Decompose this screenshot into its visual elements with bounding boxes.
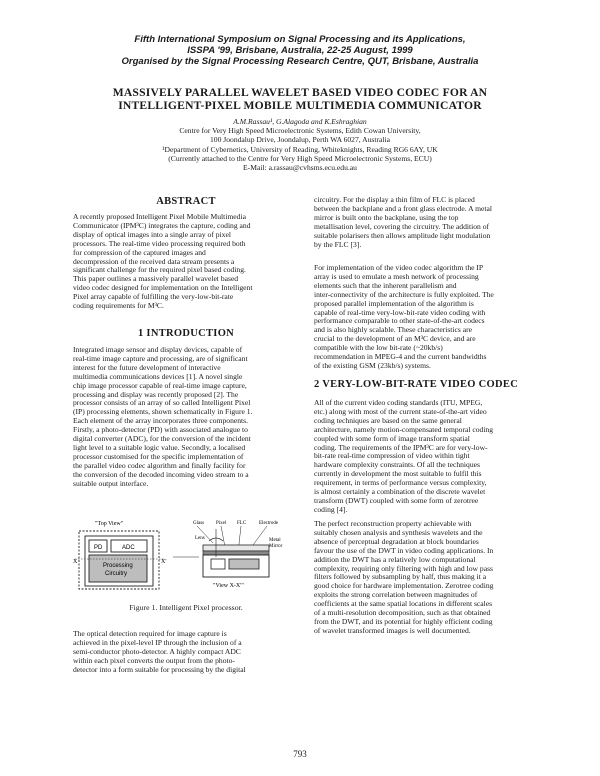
page-number: 793 <box>293 749 307 759</box>
text-line: transform (DWT) coupled with some form of zerotree <box>314 495 479 505</box>
conference-line-1: Fifth International Symposium on Signal Processing and its Applications, <box>134 34 466 45</box>
x-prime-marker: X' <box>161 559 167 565</box>
text-line: real-time image capture and processing, are of significant <box>73 353 248 363</box>
author-names: A.M.Rassau¹, G.Alagoda and K.Eshraghian <box>233 117 367 126</box>
text-line: suitably chosen analysis and synthesis wavelets and the <box>314 527 483 537</box>
text-line: of wavelet transformed images is well documented. <box>314 625 471 635</box>
pd-label: PD <box>94 545 103 551</box>
text-line: absence of perceptual degradation at block boundaries <box>314 536 479 546</box>
affiliation-1-line-2: 100 Joondalup Drive, Joondalup, Perth WA 6027, Australia <box>210 135 390 144</box>
mirror-label: Mirror <box>269 544 283 549</box>
text-line: processors. The real-time video processing required both <box>73 238 246 248</box>
text-line: for compression of the captured images and <box>73 247 206 257</box>
text-line: processor consists of an array of so called Intelligent Pixel <box>73 398 251 408</box>
text-line: proposed parallel implementation of the algorithm is <box>314 298 474 308</box>
paper-title-line-1: MASSIVELY PARALLEL WAVELET BASED VIDEO CODEC FOR AN <box>112 86 488 99</box>
text-line: Firstly, a photo-detector (PD) with associated analogue to <box>73 425 248 435</box>
text-line: decompression of the received data stream presents a <box>73 256 235 266</box>
pixel-label: Pixel <box>216 521 227 526</box>
text-line: and is also highly scalable. These characteristics are <box>314 325 473 335</box>
text-line: interest for the future development of interactive <box>73 362 221 372</box>
top-view-label: "Top View" <box>95 521 124 527</box>
text-line: coding techniques are based on the same general <box>314 415 462 425</box>
text-line: is almost certainly a combination of the discrete wavelet <box>314 487 486 497</box>
text-line: detector into a form suitable for processing by the digital <box>73 664 246 674</box>
text-line: the parallel video codec algorithm and finally facility for <box>73 460 246 470</box>
text-line: bit-rate real-time compression of video within tight <box>314 451 470 461</box>
text-line: crucial to the development of an M³C device, and are <box>314 334 476 344</box>
text-line: recommendation in MPEG-4 and the current bandwidths <box>314 352 487 362</box>
abstract-heading: ABSTRACT <box>156 196 216 207</box>
dwt-paragraph <box>314 520 534 636</box>
text-line: filters followed by subsampling by half, thus making it a <box>314 572 487 582</box>
text-line: inter-connectivity of the architecture is fully exploited. The <box>314 289 494 299</box>
text-line: addition the DWT has a relatively low computational <box>314 554 476 564</box>
text-line: Integrated image sensor and display devices, capable of <box>73 345 243 354</box>
electrode-label: Electrode <box>259 521 279 526</box>
glass-label: Glass <box>193 521 205 526</box>
text-line: light level to a suitable logic value. Secondly, a localised <box>73 442 246 452</box>
text-line: by the FLC [3]. <box>314 239 362 249</box>
text-line: (IP) processing elements, shown schematically in Figure 1. <box>73 407 253 417</box>
text-line: capable of real-time very-low-bit-rate video coding with <box>314 307 486 317</box>
text-line: video codec designed for implementation on the Intelligent <box>73 283 253 293</box>
text-line: processor customised for the specific implementation of <box>73 451 244 461</box>
text-line: coding. The requirements of the IPM³C are for very-low- <box>314 442 488 452</box>
paper-title-line-2: INTELLIGENT-PIXEL MOBILE MULTIMEDIA COMMUNICATOR <box>118 99 482 112</box>
text-line: Pixel array capable of fulfilling the very-low-bit-rate <box>73 292 234 302</box>
text-line: Communicator (IPM³C) integrates the capture, coding and <box>73 220 251 230</box>
author-email: E-Mail: a.rassau@cvhsms.ecu.edu.au <box>243 163 357 172</box>
text-line: exploits the strong correlation between magnitudes of <box>314 590 478 600</box>
text-line: currently in development the most suitable to fulfil this <box>314 469 482 479</box>
text-line: processing and display was recently proposed [2]. The <box>73 389 239 399</box>
text-line: For implementation of the video codec algorithm the IP <box>314 263 484 272</box>
affiliation-2-line-1: ¹Department of Cybernetics, University of Reading, Whiteknights, Reading RG6 6AY, UK <box>162 145 438 154</box>
text-line: hardware complexity constraints. Of all the techniques <box>314 460 480 470</box>
display-paragraph <box>314 196 534 249</box>
x-marker: X <box>73 559 78 565</box>
section-2-heading: 2 VERY-LOW-BIT-RATE VIDEO CODEC <box>314 379 519 390</box>
introduction-body-continued <box>73 630 299 675</box>
text-line: multimedia communications devices [1]. A novel single <box>73 371 243 381</box>
figure-1-diagram <box>73 517 299 601</box>
text-line: mirror is built onto the backplane, using the top <box>314 212 459 222</box>
text-line: within each pixel converts the output from the photo- <box>73 655 235 665</box>
text-line: compatible with the low bit-rate (~20kb/s) <box>314 343 443 353</box>
text-line: chip image processor capable of real-time image capture, <box>73 380 247 390</box>
text-line: This paper outlines a massively parallel wavelet based <box>73 274 239 284</box>
text-line: The perfect reconstruction property achievable with <box>314 519 472 528</box>
text-line: the conversion of the decoded incoming video stream to a <box>73 469 249 479</box>
text-line: circuitry. For the display a thin film of FLC is placed <box>314 195 475 204</box>
text-line: architecture, namely motion-compensated temporal coding <box>314 424 494 434</box>
text-line: array is used to emulate a mesh network of processing <box>314 271 479 281</box>
text-line: suitable output interface. <box>73 478 149 488</box>
text-line: coding [4]. <box>314 504 348 514</box>
implementation-paragraph <box>314 264 534 371</box>
circuitry-label: Circuitry <box>105 571 127 577</box>
text-line: coding requirements for M³C. <box>73 301 164 311</box>
conference-line-2: ISSPA '99, Brisbane, Australia, 22-25 August, 1999 <box>187 45 413 56</box>
adc-label: ADC <box>122 545 135 551</box>
text-line: performance comparable to other state-of-the-art codecs <box>314 316 485 326</box>
text-line: A recently proposed Intelligent Pixel Mobile Multimedia <box>73 212 246 221</box>
text-line: from the DWT, and its potential for highly efficient coding <box>314 616 493 626</box>
text-line: requirement, in terms of performance versus complexity, <box>314 478 487 488</box>
text-line: display of optical images into a single array of pixel <box>73 229 231 239</box>
text-line: The optical detection required for image capture is <box>73 629 227 638</box>
affiliation-2-line-2: (Currently attached to the Centre for Very High Speed Microelectronic Systems, ECU) <box>168 154 432 163</box>
text-line: Each element of the array incorporates three components. <box>73 416 249 426</box>
text-line: good choice for hardware implementation. Zerotree coding <box>314 581 494 591</box>
text-line: digital converter (ADC), for the conversion of the incident <box>73 434 251 444</box>
text-line: All of the current video coding standards (ITU, MPEG, <box>314 398 483 407</box>
flc-label: FLC <box>237 521 247 526</box>
text-line: coupled with some form of image transform spatial <box>314 433 470 443</box>
text-line: suitable polarisers then allows amplitude light modulation <box>314 230 491 240</box>
processing-label: Processing <box>103 563 133 569</box>
text-line: of a multi-resolution decomposition, such as that obtained <box>314 608 491 618</box>
lens-label: Lens <box>195 536 205 541</box>
text-line: favour the use of the DWT in video coding applications. In <box>314 545 494 555</box>
text-line: achieved in the pixel-level IP through the inclusion of a <box>73 637 242 647</box>
text-line: between the backplane and a front glass electrode. A metal <box>314 203 492 213</box>
text-line: significant challenge for the required pixel based coding. <box>73 265 246 275</box>
text-line: semi-conductor photo-detector. A highly compact ADC <box>73 646 241 656</box>
side-view-label: "View X-X'" <box>213 583 244 589</box>
text-line: metallisation level, covering the circuitry. The addition of <box>314 221 490 231</box>
metal-label: Metal <box>269 538 281 543</box>
text-line: coefficients at the same spatial locations in different scales <box>314 599 493 609</box>
text-line: elements such that the inherent parallelism and <box>314 280 457 290</box>
video-coding-paragraph <box>314 399 534 515</box>
text-line: complexity, requiring only filtering with high and low pass <box>314 563 493 573</box>
conference-line-3: Organised by the Signal Processing Research Centre, QUT, Brisbane, Australia <box>121 56 479 67</box>
figure-1-caption: Figure 1. Intelligent Pixel processor. <box>129 603 243 612</box>
text-line: of the existing GSM (23kb/s) systems. <box>314 360 431 370</box>
text-line: etc.) along with most of the current state-of-the-art video <box>314 406 487 416</box>
introduction-body <box>73 346 299 489</box>
abstract-body <box>73 213 299 311</box>
introduction-heading: 1 INTRODUCTION <box>137 328 235 339</box>
affiliation-1-line-1: Centre for Very High Speed Microelectronic Systems, Edith Cowan University, <box>179 126 421 135</box>
